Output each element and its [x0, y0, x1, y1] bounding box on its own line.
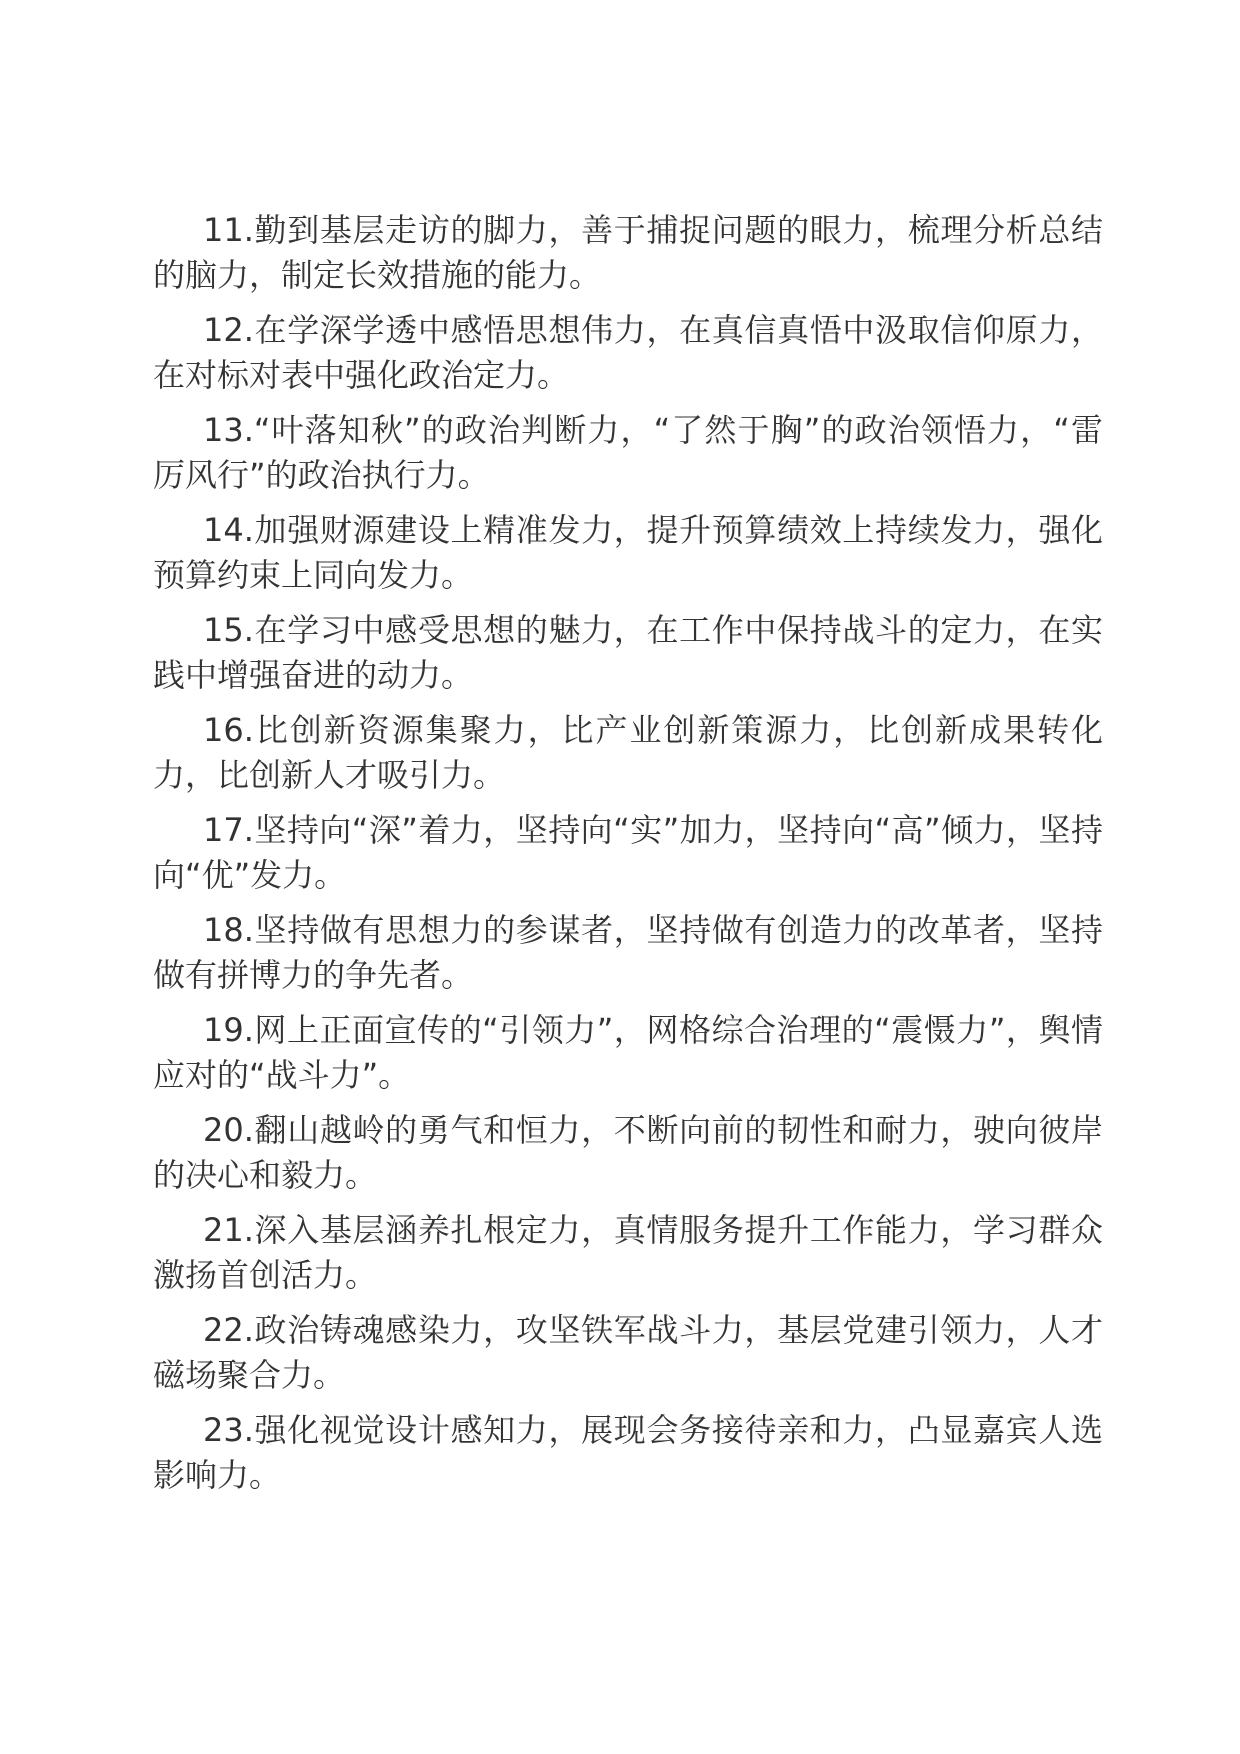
paragraph-21: 21.深入基层涵养扎根定力，真情服务提升工作能力，学习群众激扬首创活力。 — [153, 1211, 1103, 1294]
paragraph-15: 15.在学习中感受思想的魅力，在工作中保持战斗的定力，在实践中增强奋进的动力。 — [153, 611, 1103, 694]
paragraph-19: 19.网上正面宣传的“引领力”，网格综合治理的“震慑力”，舆情应对的“战斗力”。 — [153, 1011, 1103, 1094]
paragraph-14: 14.加强财源建设上精准发力，提升预算绩效上持续发力，强化预算约束上同向发力。 — [153, 511, 1103, 594]
paragraph-13: 13.“叶落知秋”的政治判断力，“了然于胸”的政治领悟力，“雷厉风行”的政治执行力。 — [153, 411, 1103, 494]
paragraph-23: 23.强化视觉设计感知力，展现会务接待亲和力，凸显嘉宾人选影响力。 — [153, 1411, 1103, 1494]
paragraph-18: 18.坚持做有思想力的参谋者，坚持做有创造力的改革者，坚持做有拼博力的争先者。 — [153, 911, 1103, 994]
paragraph-22: 22.政治铸魂感染力，攻坚铁军战斗力，基层党建引领力，人才磁场聚合力。 — [153, 1311, 1103, 1394]
paragraph-11: 11.勤到基层走访的脚力，善于捕捉问题的眼力，梳理分析总结的脑力，制定长效措施的能力。 — [153, 211, 1103, 294]
paragraph-17: 17.坚持向“深”着力，坚持向“实”加力，坚持向“高”倾力，坚持向“优”发力。 — [153, 811, 1103, 894]
paragraph-20: 20.翻山越岭的勇气和恒力，不断向前的韧性和耐力，驶向彼岸的决心和毅力。 — [153, 1111, 1103, 1194]
paragraph-12: 12.在学深学透中感悟思想伟力，在真信真悟中汲取信仰原力，在对标对表中强化政治定力。 — [153, 311, 1103, 394]
document-body — [153, 208, 1103, 1508]
paragraph-16: 16.比创新资源集聚力，比产业创新策源力，比创新成果转化力，比创新人才吸引力。 — [153, 711, 1103, 794]
